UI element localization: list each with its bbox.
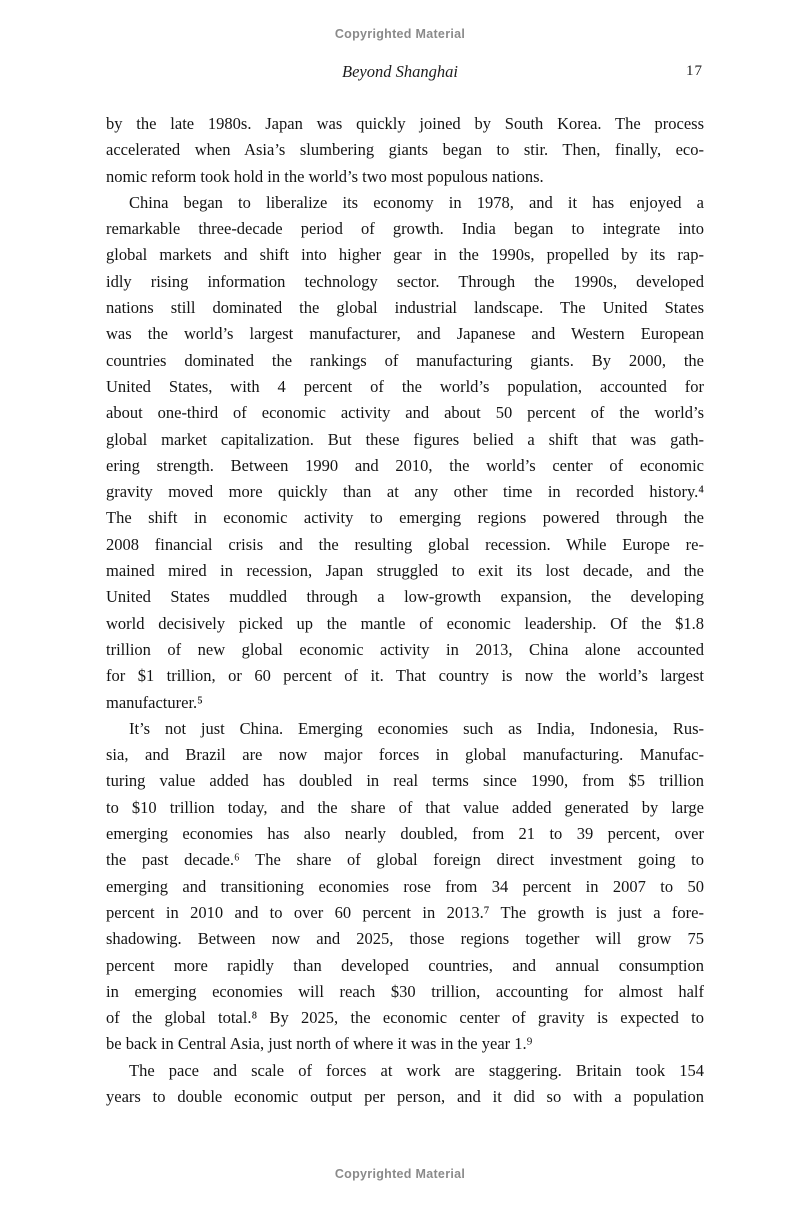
running-head-title: Beyond Shanghai bbox=[342, 62, 458, 81]
text-line: for $1 trillion, or 60 percent of it. That country is now the world’s largest bbox=[106, 666, 704, 686]
copyright-notice-top: Copyrighted Material bbox=[334, 27, 466, 41]
text-line: be back in Central Asia, just north of where it was in the year 1.⁹ bbox=[106, 1034, 533, 1054]
text-line: China began to liberalize its economy in 1978, and it has enjoyed a bbox=[129, 192, 704, 212]
text-line: by the late 1980s. Japan was quickly joined by South Korea. The process bbox=[106, 114, 704, 133]
text-line: percent in 2010 and to over 60 percent in 2013.⁷ The growth is just a fore- bbox=[106, 902, 704, 922]
page-number: 17 bbox=[686, 63, 703, 79]
text-line: countries dominated the rankings of manufacturing giants. By 2000, the bbox=[106, 350, 704, 370]
text-line: 2008 financial crisis and the resulting global recession. While Europe re- bbox=[106, 534, 704, 554]
text-line: was the world’s largest manufacturer, and Japanese and Western European bbox=[106, 324, 704, 344]
text-line: United States, with 4 percent of the world’s population, accounted for bbox=[106, 376, 704, 396]
text-line: The shift in economic activity to emerging regions powered through the bbox=[106, 508, 704, 528]
text-line: idly rising information technology sector. Through the 1990s, developed bbox=[106, 271, 704, 291]
text-line: manufacturer.⁵ bbox=[106, 692, 203, 712]
text-line: global market capitalization. But these figures belied a shift that was gath- bbox=[106, 429, 704, 449]
text-line: The pace and scale of forces at work are staggering. Britain took 154 bbox=[129, 1060, 704, 1080]
text-line: nations still dominated the global industrial landscape. The United States bbox=[106, 298, 704, 318]
text-line: remarkable three-decade period of growth. India began to integrate into bbox=[106, 219, 704, 239]
text-line: about one-third of economic activity and about 50 percent of the world’s bbox=[106, 403, 704, 423]
text-line: It’s not just China. Emerging economies such as India, Indonesia, Rus- bbox=[129, 718, 704, 738]
text-line: world decisively picked up the mantle of economic leadership. Of the $1.8 bbox=[106, 613, 704, 633]
text-line: gravity moved more quickly than at any other time in recorded history.⁴ bbox=[106, 482, 704, 502]
text-line: United States muddled through a low-growth expansion, the developing bbox=[106, 587, 704, 607]
text-line: accelerated when Asia’s slumbering giants began to stir. Then, finally, eco- bbox=[106, 140, 704, 160]
text-line: percent more rapidly than developed countries, and annual consumption bbox=[106, 955, 704, 975]
text-line: of the global total.⁸ By 2025, the economic center of gravity is expected to bbox=[106, 1008, 704, 1028]
text-line: global markets and shift into higher gear in the 1990s, propelled by its rap- bbox=[106, 245, 704, 265]
text-line: emerging economies has also nearly doubled, from 21 to 39 percent, over bbox=[106, 824, 704, 844]
text-line: in emerging economies will reach $30 trillion, accounting for almost half bbox=[106, 981, 704, 1001]
text-line: the past decade.⁶ The share of global foreign direct investment going to bbox=[106, 850, 704, 870]
text-line: shadowing. Between now and 2025, those regions together will grow 75 bbox=[106, 929, 704, 949]
text-line: turing value added has doubled in real terms since 1990, from $5 trillion bbox=[106, 771, 704, 791]
body-text bbox=[106, 111, 704, 1110]
text-line: to $10 trillion today, and the share of that value added generated by large bbox=[106, 797, 704, 817]
text-line: trillion of new global economic activity in 2013, China alone accounted bbox=[106, 639, 704, 659]
text-line: nomic reform took hold in the world’s two most populous nations. bbox=[106, 166, 544, 186]
running-head bbox=[0, 62, 800, 84]
text-line: years to double economic output per person, and it did so with a population bbox=[106, 1086, 704, 1106]
text-line: sia, and Brazil are now major forces in global manufacturing. Manufac- bbox=[106, 745, 704, 765]
text-line: emerging and transitioning economies rose from 34 percent in 2007 to 50 bbox=[106, 876, 704, 896]
text-line: mained mired in recession, Japan struggled to exit its lost decade, and the bbox=[106, 561, 704, 581]
text-line: ering strength. Between 1990 and 2010, the world’s center of economic bbox=[106, 455, 704, 475]
copyright-notice-bottom: Copyrighted Material bbox=[334, 1167, 466, 1181]
